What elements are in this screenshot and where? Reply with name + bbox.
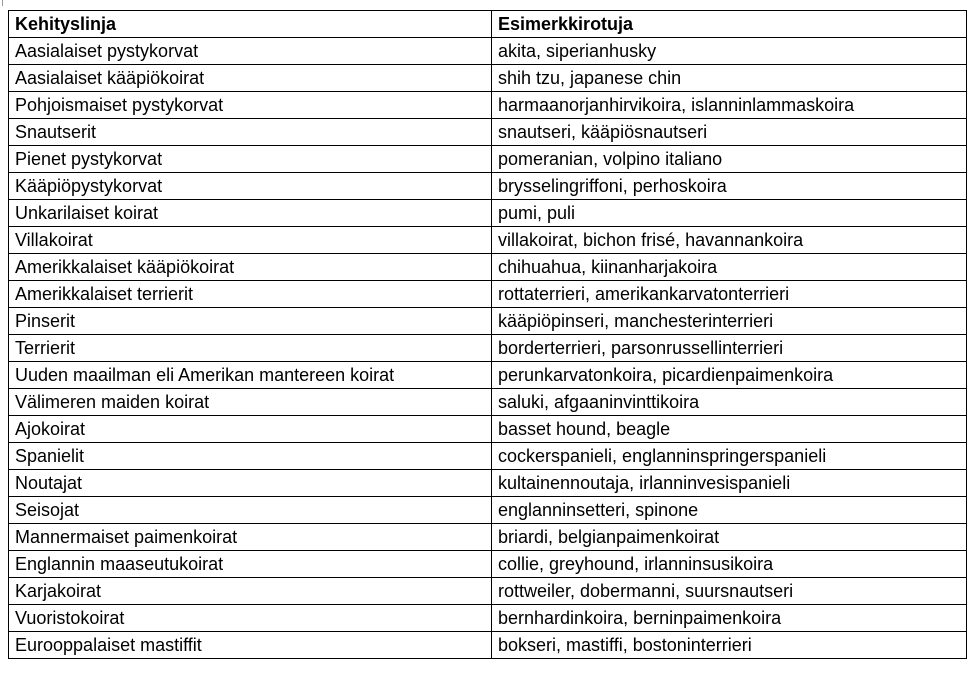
example-breeds-cell: chihuahua, kiinanharjakoira bbox=[492, 254, 967, 281]
lineage-cell: Snautserit bbox=[9, 119, 492, 146]
example-breeds-cell: saluki, afgaaninvinttikoira bbox=[492, 389, 967, 416]
example-breeds-cell: snautseri, kääpiösnautseri bbox=[492, 119, 967, 146]
lineage-cell: Spanielit bbox=[9, 443, 492, 470]
lineage-cell: Pinserit bbox=[9, 308, 492, 335]
lineage-cell: Villakoirat bbox=[9, 227, 492, 254]
example-breeds-cell: bokseri, mastiffi, bostoninterrieri bbox=[492, 632, 967, 659]
table-row bbox=[9, 281, 967, 308]
example-breeds-cell: collie, greyhound, irlanninsusikoira bbox=[492, 551, 967, 578]
table-row bbox=[9, 308, 967, 335]
table-row bbox=[9, 497, 967, 524]
table-row bbox=[9, 443, 967, 470]
lineage-cell: Terrierit bbox=[9, 335, 492, 362]
lineage-cell: Ajokoirat bbox=[9, 416, 492, 443]
example-breeds-cell: brysselingriffoni, perhoskoira bbox=[492, 173, 967, 200]
table-row bbox=[9, 389, 967, 416]
document-corner-mark bbox=[2, 0, 3, 6]
example-breeds-cell: perunkarvatonkoira, picardienpaimenkoira bbox=[492, 362, 967, 389]
lineage-cell: Noutajat bbox=[9, 470, 492, 497]
lineage-cell: Unkarilaiset koirat bbox=[9, 200, 492, 227]
example-breeds-cell: cockerspanieli, englanninspringerspanieli bbox=[492, 443, 967, 470]
lineage-cell: Pienet pystykorvat bbox=[9, 146, 492, 173]
table-row bbox=[9, 173, 967, 200]
lineage-cell: Amerikkalaiset kääpiökoirat bbox=[9, 254, 492, 281]
example-breeds-cell: rottweiler, dobermanni, suursnautseri bbox=[492, 578, 967, 605]
example-breeds-cell: borderterrieri, parsonrussellinterrieri bbox=[492, 335, 967, 362]
header-lineage: Kehityslinja bbox=[9, 11, 492, 38]
table-row bbox=[9, 578, 967, 605]
table-row bbox=[9, 470, 967, 497]
table-row bbox=[9, 227, 967, 254]
table-body bbox=[9, 38, 967, 659]
example-breeds-cell: villakoirat, bichon frisé, havannankoira bbox=[492, 227, 967, 254]
table-row bbox=[9, 335, 967, 362]
example-breeds-cell: harmaanorjanhirvikoira, islanninlammaskoira bbox=[492, 92, 967, 119]
lineage-cell: Vuoristokoirat bbox=[9, 605, 492, 632]
lineage-cell: Kääpiöpystykorvat bbox=[9, 173, 492, 200]
header-example-breeds: Esimerkkirotuja bbox=[492, 11, 967, 38]
table-row bbox=[9, 524, 967, 551]
lineage-cell: Uuden maailman eli Amerikan mantereen koirat bbox=[9, 362, 492, 389]
table-row bbox=[9, 119, 967, 146]
lineage-cell: Amerikkalaiset terrierit bbox=[9, 281, 492, 308]
example-breeds-cell: pomeranian, volpino italiano bbox=[492, 146, 967, 173]
table-header-row bbox=[9, 11, 967, 38]
example-breeds-cell: briardi, belgianpaimenkoirat bbox=[492, 524, 967, 551]
lineage-cell: Seisojat bbox=[9, 497, 492, 524]
example-breeds-cell: shih tzu, japanese chin bbox=[492, 65, 967, 92]
lineage-cell: Välimeren maiden koirat bbox=[9, 389, 492, 416]
table-row bbox=[9, 92, 967, 119]
lineage-cell: Eurooppalaiset mastiffit bbox=[9, 632, 492, 659]
table-row bbox=[9, 200, 967, 227]
table-row bbox=[9, 362, 967, 389]
example-breeds-cell: englanninsetteri, spinone bbox=[492, 497, 967, 524]
example-breeds-cell: akita, siperianhusky bbox=[492, 38, 967, 65]
lineage-cell: Englannin maaseutukoirat bbox=[9, 551, 492, 578]
example-breeds-cell: bernhardinkoira, berninpaimenkoira bbox=[492, 605, 967, 632]
example-breeds-cell: basset hound, beagle bbox=[492, 416, 967, 443]
table-container bbox=[8, 10, 966, 659]
example-breeds-cell: pumi, puli bbox=[492, 200, 967, 227]
table-row bbox=[9, 38, 967, 65]
example-breeds-cell: rottaterrieri, amerikankarvatonterrieri bbox=[492, 281, 967, 308]
lineage-cell: Mannermaiset paimenkoirat bbox=[9, 524, 492, 551]
example-breeds-cell: kääpiöpinseri, manchesterinterrieri bbox=[492, 308, 967, 335]
lineage-cell: Aasialaiset pystykorvat bbox=[9, 38, 492, 65]
table-row bbox=[9, 146, 967, 173]
lineage-cell: Karjakoirat bbox=[9, 578, 492, 605]
example-breeds-cell: kultainennoutaja, irlanninvesispanieli bbox=[492, 470, 967, 497]
table-row bbox=[9, 632, 967, 659]
table-row bbox=[9, 416, 967, 443]
table-row bbox=[9, 254, 967, 281]
lineage-cell: Pohjoismaiset pystykorvat bbox=[9, 92, 492, 119]
lineage-cell: Aasialaiset kääpiökoirat bbox=[9, 65, 492, 92]
table-row bbox=[9, 605, 967, 632]
table-row bbox=[9, 65, 967, 92]
breed-lineage-table bbox=[8, 10, 967, 659]
table-row bbox=[9, 551, 967, 578]
